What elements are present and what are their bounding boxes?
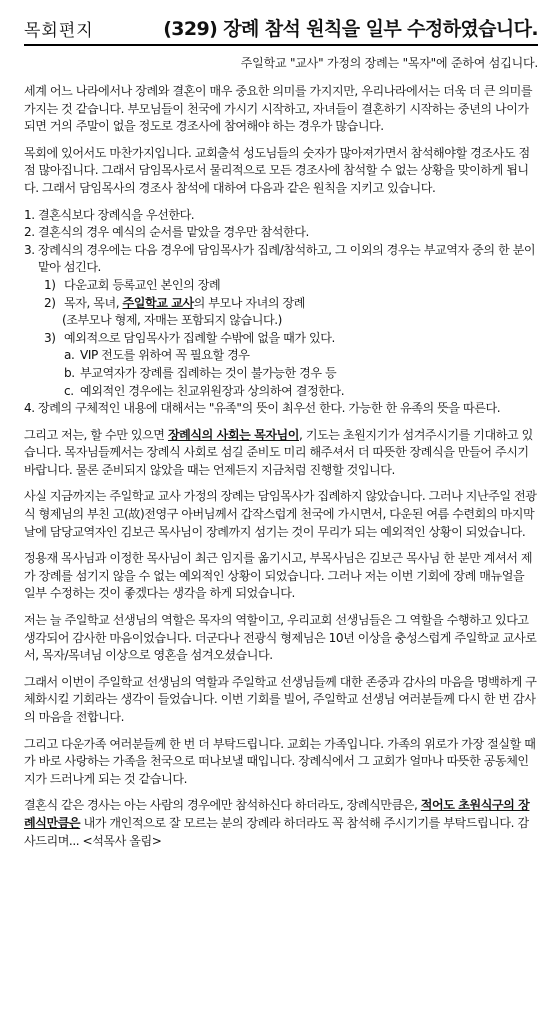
list-item-text: 장례식의 경우에는 다음 경우에 담임목사가 집례/참석하고, 그 이외의 경우는 부교역자 중의 한 분이 맡아 섬긴다. — [38, 242, 536, 275]
list-number: 3. — [24, 242, 35, 257]
sub-sub-list-item — [24, 365, 538, 383]
letter-title: (329) 장례 참석 원칙을 일부 수정하였습니다. — [163, 18, 538, 40]
sub-sub-list-item — [24, 347, 538, 365]
list-number: 2. — [24, 225, 35, 240]
letter-header — [24, 14, 538, 46]
column-name: 목회편지 — [24, 21, 94, 41]
list-item-text: 부교역자가 장례를 집례하는 것이 불가능한 경우 등 — [80, 365, 337, 380]
list-item-text-part: 의 부모나 자녀의 장례 — [193, 295, 305, 310]
list-item-text: VIP 전도를 위하여 꼭 필요할 경우 — [80, 348, 250, 363]
list-number: 4. — [24, 401, 35, 416]
emphasis-funeral-host: 장례식의 사회는 목자님이 — [167, 427, 300, 442]
list-item — [24, 242, 538, 277]
list-item-text: 예외적인 경우에는 친교위원장과 상의하여 결정한다. — [80, 383, 345, 398]
list-item — [24, 400, 538, 418]
list-number: c. — [64, 383, 74, 398]
list-number: a. — [64, 348, 75, 363]
letter-subtitle: 주일학교 "교사" 가정의 장례는 "목자"에 준하여 섬깁니다. — [240, 56, 538, 70]
paragraph-intro: 세계 어느 나라에서나 장례와 결혼이 매우 중요한 의미를 가지지만, 우리나라에서는 더욱 더 큰 의미를 가지는 것 같습니다. 부모님들이 천국에 가시기 시작하고, 자녀들이 결혼하기 시작하는 중년의 나이가 되면 거의 주말이 없을 정도로 경조사에 참여해야 하는 경우가 많습니다. — [24, 84, 533, 134]
list-number: 1) — [44, 277, 56, 292]
sub-list-item — [24, 277, 538, 295]
list-number: b. — [64, 365, 75, 380]
list-item — [24, 224, 538, 242]
list-item-text: 예외적으로 담임목사가 집례할 수밖에 없을 때가 있다. — [64, 330, 335, 345]
list-item-text-part: 목자, 목녀, — [64, 295, 123, 310]
paragraph-gratitude: 그래서 이번이 주일학교 선생님의 역할과 주일학교 선생님들께 대한 존중과 감사의 마음을 명백하게 구체화시킬 기회라는 생각이 들었습니다. 이번 기회를 빌어, 주일학교 선생님 여러분들께 다시 한 번 감사의 마음을 전합니다. — [24, 674, 537, 724]
sub-list-note: (조부모나 형제, 자매는 포함되지 않습니다.) — [62, 313, 282, 328]
list-item-text — [64, 295, 538, 313]
paragraph-text: 내가 개인적으로 잘 모르는 분의 장례라 하더라도 꼭 참석해 주시기기를 부탁드립니다. 감사드리며... <석목사 올림> — [24, 815, 529, 848]
list-item-text: 장례의 구체적인 내용에 대해서는 "유족"의 뜻이 최우선 한다. 가능한 한 유족의 뜻을 따른다. — [38, 401, 501, 416]
paragraph-text: 결혼식 같은 경사는 아는 사람의 경우에만 참석하신다 하더라도, 장례식만큼은, — [24, 798, 421, 813]
sub-sub-list-item — [24, 383, 538, 401]
paragraph-text: 그리고 저는, 할 수만 있으면 — [24, 427, 168, 442]
paragraph-principles-intro: 목회에 있어서도 마찬가지입니다. 교회출석 성도님들의 숫자가 많아져가면서 참석해야할 경조사도 점점 많아집니다. 그래서 담임목사로서 물리적으로 모든 경조사에 참석할 수 없는 상황을 맞이하게 됩니다. 그래서 담임목사의 경조사 참석에 대하여 다음과 같은 원칙을 지키고 있습니다. — [24, 145, 530, 195]
paragraph-teacher-role: 저는 늘 주일학교 선생님의 역할은 목자의 역할이고, 우리교회 선생님들은 그 역할을 수행하고 있다고 생각되어 감사한 마음이었습니다. 더군다나 전광식 형제님은 10년 이상을 충성스럽게 주일학교 교사로서, 목자/목녀님 이상으로 영혼을 섬겨오셨습니다. — [24, 613, 537, 663]
sub-list-item — [24, 295, 538, 313]
paragraph-closing — [24, 797, 538, 850]
emphasis-cell-family: 적어도 초원식구의 장례식만큼은 — [24, 798, 530, 830]
list-item-text: 결혼식의 경우 예식의 순서를 맡았을 경우만 참석한다. — [38, 225, 309, 240]
list-number: 3) — [44, 330, 56, 345]
letter-body — [24, 83, 538, 850]
emphasis-teacher: 주일학교 교사 — [122, 295, 194, 310]
paragraph-request: 그리고 다운가족 여러분들께 한 번 더 부탁드립니다. 교회는 가족입니다. 가족의 위로가 가장 절실할 때가 바로 사랑하는 가족을 천국으로 떠나보낼 때입니다. 장례식에서 그 교회가 얼마나 따뜻한 공동체인지가 드러나게 되는 것 같습니다. — [24, 736, 536, 786]
paragraph-funeral-roles — [24, 427, 538, 480]
list-item-text: 다운교회 등록교인 본인의 장례 — [64, 277, 221, 292]
paragraph-text: , 기도는 초원지기가 섬겨주시기를 기대하고 있습니다. 목자님들께서는 장례식 사회로 섬길 준비도 미리 해주셔서 더 따뜻한 장례식을 만들어 주시기 바랍니다. 물론 준비되지 않았을 때는 언제든지 지금처럼 진행할 것입니다. — [24, 427, 533, 477]
paragraph-exception: 정용재 목사님과 이정한 목사님이 최근 임지를 옮기시고, 부목사님은 김보근 목사님 한 분만 계셔서 제가 장례를 섬기지 않을 수 없는 예외적인 상황이 되었습니다. 그러나 저는 이번 기회에 장례 매뉴얼을 일부 수정하는 것이 좋겠다는 생각을 하게 되었습니다. — [24, 551, 533, 601]
list-item-text: 결혼식보다 장례식을 우선한다. — [38, 207, 195, 222]
list-number: 1. — [24, 207, 35, 222]
list-item — [24, 207, 538, 225]
principles-list — [24, 207, 538, 418]
list-number: 2) — [44, 295, 56, 310]
paragraph-background: 사실 지금까지는 주일학교 교사 가정의 장례는 담임목사가 집례하지 않았습니다. 그러나 지난주일 전광식 형제님의 부친 고(故)전영구 아버님께서 갑작스럽게 천국에 가시면서, 다운된 여름 수련회의 마지막 날에 담당교역자인 김보근 목사님이 장례까지 섬기는 것이 무리가 되는 예외적인 상황이 되었습니다. — [24, 489, 537, 539]
sub-list-item — [24, 330, 538, 348]
